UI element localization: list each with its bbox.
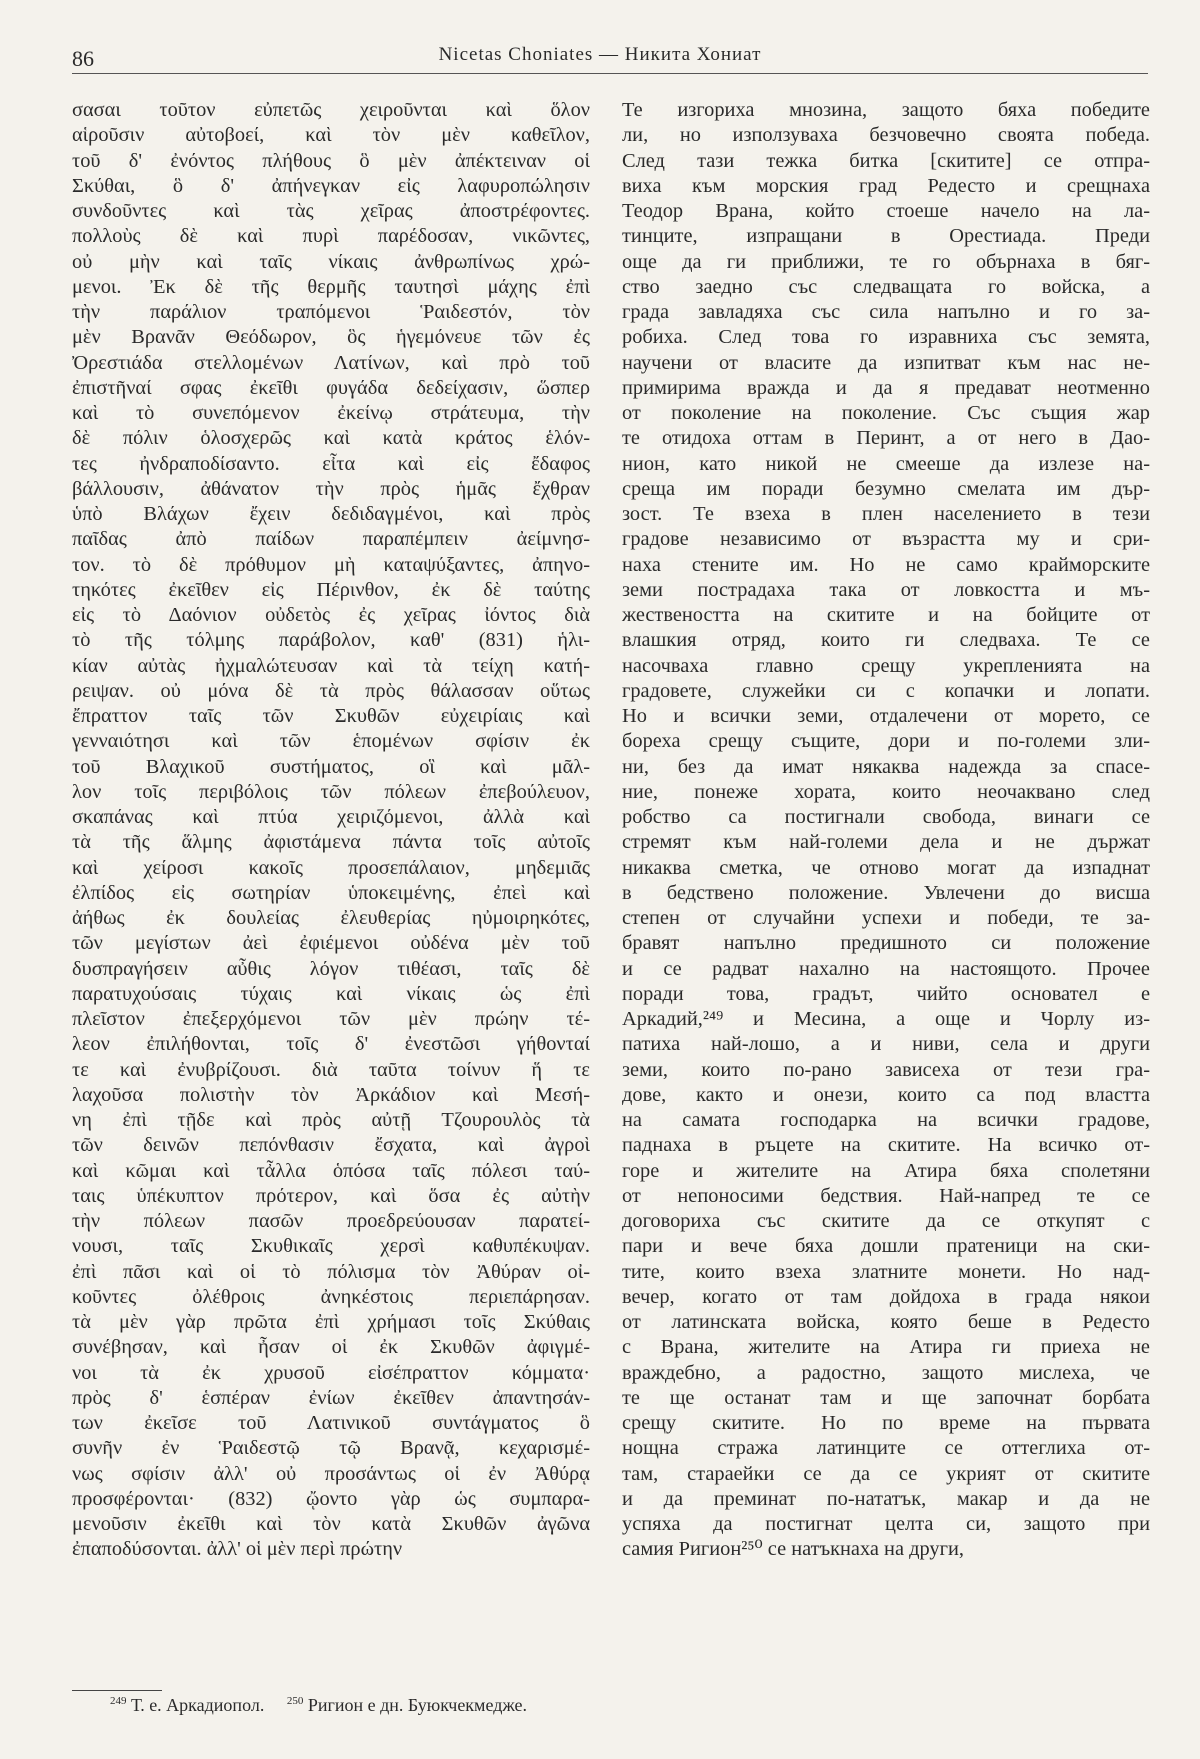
text-line: След тази тежка битка [скитите] се отпра- — [622, 149, 1150, 172]
text-line: τὰ τῆς ἅλμης ἀφιστάμενα πάντα τοῖς αὐτοῖς — [72, 831, 590, 854]
text-line: Аркадий,²⁴⁹ и Месина, а още и Чорлу из- — [622, 1008, 1150, 1030]
text-line: καὶ τὸ συνεπόμενον ἐκείνῳ στράτευμα, τὴν — [72, 402, 590, 424]
text-line: καὶ κῶμαι καὶ τἆλλα ὁπόσα ταῖς πόλεσι ταύ- — [72, 1159, 590, 1182]
text-line: εἰς τὸ Δαόνιον οὐδετὸς ἐς χεῖρας ἰόντος διὰ — [72, 604, 590, 626]
footnotes — [110, 1695, 527, 1716]
text-line: αἱροῦσιν αὐτοβοεί, καὶ τὸν μὲν καθεῖλον, — [72, 124, 590, 147]
text-line: научени от власите да изпитват към нас не- — [622, 351, 1150, 374]
text-line: νοι τὰ ἐκ χρυσοῦ εἰσέπραττον κόμματα· — [72, 1361, 590, 1384]
text-line: ρειψαν. οὐ μόνα δὲ τὰ πρὸς θάλασσαν οὕτως — [72, 679, 590, 702]
text-line: ἀήθως ἐκ δουλείας ἐλευθερίας ηὐμοιρηκότες, — [72, 907, 590, 929]
text-line: с Врана, жителите на Атира ги приеха не — [622, 1336, 1150, 1359]
text-line: там, стараейки се да се укрият от скитите — [622, 1462, 1150, 1485]
footnote-rule — [72, 1690, 162, 1691]
text-line: ἐλπίδος εἰς σωτηρίαν ὑποκειμένης, ἐπεὶ καὶ — [72, 881, 590, 904]
text-line: вечер, когато от там дойдоха в града някои — [622, 1285, 1150, 1308]
text-line: договориха със скитите да се откупят с — [622, 1210, 1150, 1232]
text-line: τε καὶ ἐνυβρίζουσι. διὰ ταῦτα τοίνυν ἥ τε — [72, 1058, 590, 1081]
text-line: ταις ὑπέκυπτον πρότερον, καὶ ὅσα ἐς αὐτὴν — [72, 1184, 590, 1207]
text-line: влашкия отряд, които ги следваха. Те се — [622, 629, 1150, 652]
text-line: робство са постигнали свобода, винаги се — [622, 806, 1150, 828]
text-line: λεον ἐπιλήθονται, τοῖς δ' ἐνεστῶσι γήθονταί — [72, 1033, 590, 1056]
text-line: зост. Те взеха в плен населението в тези — [622, 503, 1150, 525]
text-line: νουσι, ταῖς Σκυθικαῖς χερσὶ καθυπέκυψαν. — [72, 1235, 590, 1258]
greek-text-column — [72, 98, 590, 1563]
text-line: καὶ χείροσι κακοῖς προσεπάλαιον, μηδεμιᾶς — [72, 856, 590, 879]
text-line: ἐπιστῆναί σφας ἐκεῖθι φυγάδα δεδείχασιν, ὥσπερ — [72, 376, 590, 399]
text-line: σασαι τοῦτον εὐπετῶς χειροῦνται καὶ ὅλον — [72, 99, 590, 121]
footnote-249 — [110, 1695, 264, 1715]
text-line: βάλλουσιν, ἀθάνατον τὴν πρὸς ἡμᾶς ἔχθραν — [72, 477, 590, 500]
text-line: τὴν πόλεων πασῶν προεδρεύουσαν παρατεί- — [72, 1210, 590, 1232]
text-line: виха към морския град Редесто и срещнаха — [622, 174, 1150, 197]
text-line: Теодор Врана, който стоеше начело на ла- — [622, 200, 1150, 222]
text-line: κίαν αὐτὰς ἠχμαλώτευσαν καὶ τὰ τείχη κατή- — [72, 654, 590, 677]
text-line: ство заедно със следващата го войска, а — [622, 275, 1150, 298]
text-line: паднаха в ръцете на скитите. На всичко от- — [622, 1134, 1150, 1157]
text-line: νη ἐπὶ τῇδε καὶ πρὸς αὐτῇ Τζουρουλὸς τὰ — [72, 1109, 590, 1131]
text-line: бравят напълно предишното си положение — [622, 932, 1150, 955]
text-line: τες ἠνδραποδίσαντο. εἶτα καὶ εἰς ἔδαφος — [72, 452, 590, 475]
text-line: още да ги приближи, те го обърнаха в бяг- — [622, 250, 1150, 273]
text-line: κοῦντες ὀλέθροις ἀνηκέστοις περιεπάρησαν. — [72, 1285, 590, 1308]
text-line: Те изгориха мнозина, защото бяха победите — [622, 99, 1150, 121]
text-line: μενοι. Ἐκ δὲ τῆς θερμῆς ταυτησὶ μάχης ἐπὶ — [72, 275, 590, 298]
text-line: от латинската войска, която беше в Редесто — [622, 1311, 1150, 1333]
text-line: τὴν παράλιον τραπόμενοι Ῥαιδεστόν, τὸν — [72, 301, 590, 323]
text-line: τῶν δεινῶν πεπόνθασιν ἔσχατα, καὶ ἀγροὶ — [72, 1134, 590, 1157]
text-line: τηκότες ἐκεῖθεν εἰς Πέρινθον, ἐκ δὲ ταύτης — [72, 578, 590, 601]
text-line: συνέβησαν, καὶ ἦσαν οἱ ἐκ Σκυθῶν ἀφιγμέ- — [72, 1336, 590, 1359]
text-line: μενοῦσιν ἐκεῖθι καὶ τὸν κατὰ Σκυθῶν ἀγῶνα — [72, 1513, 590, 1535]
text-line: ὑπὸ Βλάχων ἔχειν δεδιδαγμένοι, καὶ πρὸς — [72, 503, 590, 525]
text-line: οὐ μὴν καὶ ταῖς νίκαις ἀνθρωπίνως χρώ- — [72, 250, 590, 273]
footnote-text: Т. е. Аркадиопол. — [131, 1695, 265, 1715]
text-line: градове независимо от възрастта му и сри- — [622, 528, 1150, 551]
text-line: παρατυχούσαις τύχαις καὶ νίκαις ὡς ἐπὶ — [72, 982, 590, 1005]
text-line: Σκύθαι, ὃ δ' ἀπήνεγκαν εἰς λαφυροπώλησιν — [72, 174, 590, 197]
text-line: ἐπαποδύσονται. ἀλλ' οἱ μὲν περὶ πρώτην — [72, 1538, 403, 1561]
text-line: νως σφίσιν ἀλλ' οὐ προσάντως οἱ ἐν Ἀθύρᾳ — [72, 1462, 590, 1485]
text-line: самия Ригион²⁵⁰ се натъкнаха на други, — [622, 1538, 964, 1561]
text-line: нион, като никой не смееше да излезе на- — [622, 452, 1150, 475]
text-line: бореха срещу същите, дори и по-големи зли- — [622, 730, 1150, 753]
text-line: враждебно, а радостно, защото мислеха, че — [622, 1361, 1150, 1384]
text-line: παῖδας ἀπὸ παίδων παραπέμπειν ἀείμνησ- — [72, 528, 590, 551]
text-line: и да преминат по-нататък, макар и да не — [622, 1487, 1150, 1510]
text-line: λον τοῖς περιβόλοις τῶν πόλεων ἐπεβούλευον, — [72, 780, 590, 803]
running-head: Nicetas Choniates — Никита Хониат — [438, 44, 762, 65]
text-line: тите, които взеха златните монети. Но над- — [622, 1260, 1150, 1283]
text-line: ли, но използуваха безчовечно своята победа. — [622, 124, 1150, 147]
text-line: пари и вече бяха дошли пратеници на ски- — [622, 1235, 1150, 1258]
text-line: наха стените им. Но не само крайморските — [622, 553, 1150, 576]
footnote-marker: 249 — [110, 1695, 127, 1707]
text-line: τὰ μὲν γὰρ πρῶτα ἐπὶ χρήμασι τοῖς Σκύθαις — [72, 1311, 590, 1333]
text-line: от непоносими бедствия. Най-напред те се — [622, 1184, 1150, 1207]
text-line: на самата господарка на всички градове, — [622, 1109, 1150, 1131]
page-number: 86 — [72, 46, 94, 71]
text-line: συνδοῦντες καὶ τὰς χεῖρας ἀποστρέφοντες. — [72, 200, 590, 222]
text-line: земи пострадаха така от ловкостта и мъ- — [622, 578, 1150, 601]
text-line: срещу скитите. Но по време на първата — [622, 1412, 1150, 1434]
text-line: γενναιότησι καὶ τῶν ἑπομένων σφίσιν ἐκ — [72, 730, 590, 753]
text-line: патиха най-лошо, а и ниви, села и други — [622, 1033, 1150, 1056]
text-line: ние, понеже хората, които неочаквано след — [622, 780, 1150, 803]
text-line: τοῦ δ' ἐνόντος πλήθους ὃ μὲν ἀπέκτειναν οἱ — [72, 149, 590, 172]
text-line: примирима вражда и да я предават неотменно — [622, 376, 1150, 399]
header-rule — [72, 73, 1148, 74]
text-line: земи, които по-рано зависеха от тези гра- — [622, 1058, 1150, 1081]
text-line: τον. τὸ δὲ πρόθυμον μὴ καταψύξαντες, ἀπηνο- — [72, 553, 590, 576]
text-line: λαχοῦσα πολιστὴν τὸν Ἀρκάδιον καὶ Μεσή- — [72, 1083, 590, 1106]
text-line: нощна стража латинците се оттеглиха от- — [622, 1437, 1150, 1460]
text-line: среща им поради безумно смелата им дър- — [622, 477, 1150, 500]
text-line: ἔπραττον ταῖς τῶν Σκυθῶν εὐχειρίαις καὶ — [72, 705, 590, 727]
text-line: ἐπὶ πᾶσι καὶ οἱ τὸ πόλισμα τὸν Ἀθύραν οἰ- — [72, 1260, 590, 1283]
text-line: жествеността на скитите и на бойците от — [622, 604, 1150, 626]
text-line: в бедствено положение. Увлечени до висша — [622, 881, 1150, 904]
text-line: горе и жителите на Атира бяха сполетяни — [622, 1159, 1150, 1182]
footnote-text: Ригион е дн. Буюкчекмедже. — [307, 1695, 528, 1715]
text-line: поради това, градът, чийто основател е — [622, 982, 1150, 1005]
footnote-250 — [287, 1695, 527, 1715]
bulgarian-text-column — [622, 98, 1150, 1563]
text-line: тинците, изпращани в Орестиада. Преди — [622, 225, 1150, 248]
text-line: града завладяха със сила напълно и го за- — [622, 301, 1150, 323]
text-line: успяха да постигнат целта си, защото при — [622, 1513, 1150, 1535]
text-line: никаква сметка, че отново могат да изпаднат — [622, 856, 1150, 879]
text-line: δὲ πόλιν ὁλοσχερῶς καὶ κατὰ κράτος ἑλόν- — [72, 427, 590, 450]
text-line: τοῦ Βλαχικοῦ συστήματος, οἳ καὶ μᾶλ- — [72, 755, 590, 778]
text-line: πρὸς δ' ἑσπέραν ἐνίων ἐκεῖθεν ἀπαντησάν- — [72, 1386, 590, 1409]
text-line: μὲν Βρανᾶν Θεόδωρον, ὃς ἡγεμόνευε τῶν ἐς — [72, 326, 590, 349]
text-line: те отидоха оттам в Перинт, а от него в Дао- — [622, 427, 1150, 450]
text-line: робиха. След това го изравниха със земята, — [622, 326, 1150, 349]
text-line: των ἐκεῖσε τοῦ Λατινικοῦ συντάγματος ὃ — [72, 1412, 590, 1434]
text-line: и се радват нахално на настоящото. Прочее — [622, 957, 1150, 980]
text-line: Но и всички земи, отдалечени от морето, се — [622, 705, 1150, 727]
text-line: συνῆν ἐν Ῥαιδεστῷ τῷ Βρανᾷ, κεχαρισμέ- — [72, 1437, 590, 1460]
text-line: ни, без да имат някаква надежда за спасе- — [622, 755, 1150, 778]
text-line: τὸ τῆς τόλμης παράβολον, καθ' (831) ἡλι- — [72, 629, 590, 652]
text-line: насочваха главно срещу укрепленията на — [622, 654, 1150, 677]
text-line: степен от случайни успехи и победи, те за- — [622, 907, 1150, 929]
text-line: πολλοὺς δὲ καὶ πυρὶ παρέδοσαν, νικῶντες, — [72, 225, 590, 248]
text-line: от поколение на поколение. Със същия жар — [622, 402, 1150, 424]
text-line: Ὀρεστιάδα στελλομένων Λατίνων, καὶ πρὸ τοῦ — [72, 351, 590, 374]
text-line: дове, както и онези, които са под властта — [622, 1083, 1150, 1106]
footnote-marker: 250 — [286, 1695, 304, 1707]
text-line: стремят към най-големи дела и не държат — [622, 831, 1150, 854]
text-line: πλεῖστον ἐπεξερχόμενοι τῶν μὲν πρώην τέ- — [72, 1008, 590, 1030]
text-line: градовете, служейки си с копачки и лопати. — [622, 679, 1150, 702]
text-line: τῶν μεγίστων ἀεὶ ἐφιέμενοι οὐδένα μὲν τοῦ — [72, 932, 590, 955]
text-line: те ще останат там и ще започнат борбата — [622, 1386, 1150, 1409]
text-line: σκαπάνας καὶ πτύα χειριζόμενοι, ἀλλὰ καὶ — [72, 806, 590, 828]
text-line: προσφέρονται· (832) ᾤοντο γὰρ ὡς συμπαρα- — [72, 1487, 590, 1510]
text-line: δυσπραγήσειν αὖθις λόγον τιθέασι, ταῖς δὲ — [72, 957, 590, 980]
